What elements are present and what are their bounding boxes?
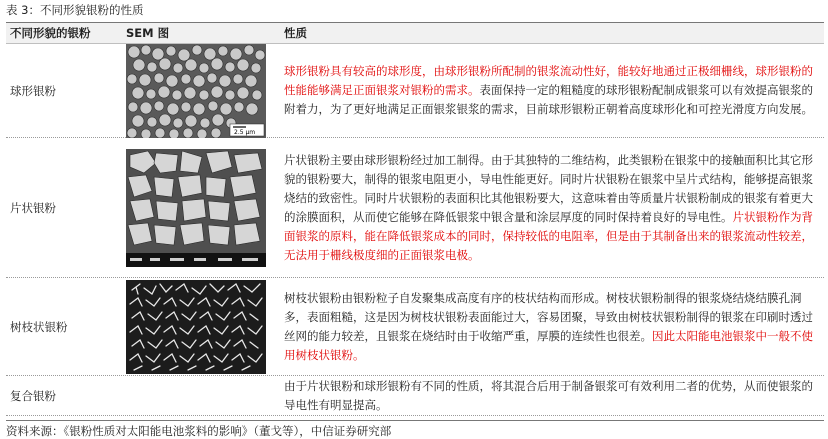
properties-text: 树枝状银粉由银粉粒子自发聚集成高度有序的枝状结构而形成。树枝状银粉制得的银浆烧结烧结膜孔洞多，表面粗糙，这是因为树枝状银粉表面能过大，容易团聚，导致由树枝状银粉制得的银浆在印刷时透过丝网的能力较差，且银浆在烧结时由于收缩严重，厚膜的连续性也很差。 <box>284 290 813 343</box>
row-name: 片状银粉 <box>10 200 56 215</box>
sem-image-flake <box>126 149 266 267</box>
properties-text: 由于片状银粉和球形银粉有不同的性质，将其混合后用于制备银浆可有效利用二者的优势，从而使银浆的导电性有明显提高。 <box>284 378 813 412</box>
header-sem: SEM 图 <box>126 26 170 40</box>
sem-cell <box>124 278 278 375</box>
sem-image-dendritic <box>126 280 266 374</box>
row-name: 复合银粉 <box>10 388 56 403</box>
sem-scale-label: 2.5 μm <box>234 128 256 136</box>
table-row-spherical <box>6 44 824 138</box>
properties-cell <box>278 376 824 415</box>
table-caption: 表 3：不同形貌银粉的性质 <box>6 3 144 17</box>
properties-text: 表面保持一定的粗糙度的球形银粉配制成银浆可以有效提高银浆的附着力，为了更好地满足正面银浆银浆的需求，目前球形银粉正朝着高度球形化和可控光滑度方向发展。 <box>284 83 813 116</box>
silver-powder-table <box>6 22 824 416</box>
header-morphology: 不同形貌的银粉 <box>10 26 91 40</box>
row-name: 球形银粉 <box>10 83 56 98</box>
sem-cell-empty <box>124 376 278 415</box>
properties-highlight: 球形银粉具有较高的球形度，由球形银粉所配制的银浆流动性好，能较好地通过正极细栅线，球形银粉的性能能够满足正面银浆对银粉的需求。 <box>284 64 813 97</box>
table-row-composite <box>6 376 824 416</box>
properties-cell <box>278 138 824 277</box>
properties-highlight: 因此太阳能电池银浆中一般不使用树枝状银粉。 <box>284 328 813 362</box>
sem-image-spherical <box>126 44 266 138</box>
table-header <box>6 23 824 44</box>
properties-cell <box>278 44 824 137</box>
table-row-dendritic <box>6 278 824 376</box>
source-note: 资料来源：《银粉性质对太阳能电池浆料的影响》（董戈等），中信证券研究部 <box>6 420 824 439</box>
table-row-flake <box>6 138 824 278</box>
properties-cell <box>278 278 824 375</box>
sem-cell <box>124 44 278 137</box>
sem-cell <box>124 138 278 277</box>
properties-text: 片状银粉主要由球形银粉经过加工制得。由于其独特的二维结构，此类银粉在银浆中的接触面积比其它形貌的银粉要大，制得的银浆电阻更小，导电性能更好。同时片状银粉在银浆中呈片式结构，能够提高银浆烧结的致密性。同时片状银粉的表面积比其他银粉要大，这意味着由等质量片状银粉制成的银浆有着更大的涂膜面积，从而使它能够在降低银浆中银含量和涂层厚度的同时保持着良好的导电性。 <box>284 152 813 224</box>
header-properties: 性质 <box>284 26 307 40</box>
properties-highlight: 片状银粉作为背面银浆的原料，能在降低银浆成本的同时，保持较低的电阻率，但是由于其制备出来的银浆流动性较差，无法用于栅线极度细的正面银浆电极。 <box>284 209 813 262</box>
row-name: 树枝状银粉 <box>10 319 68 334</box>
